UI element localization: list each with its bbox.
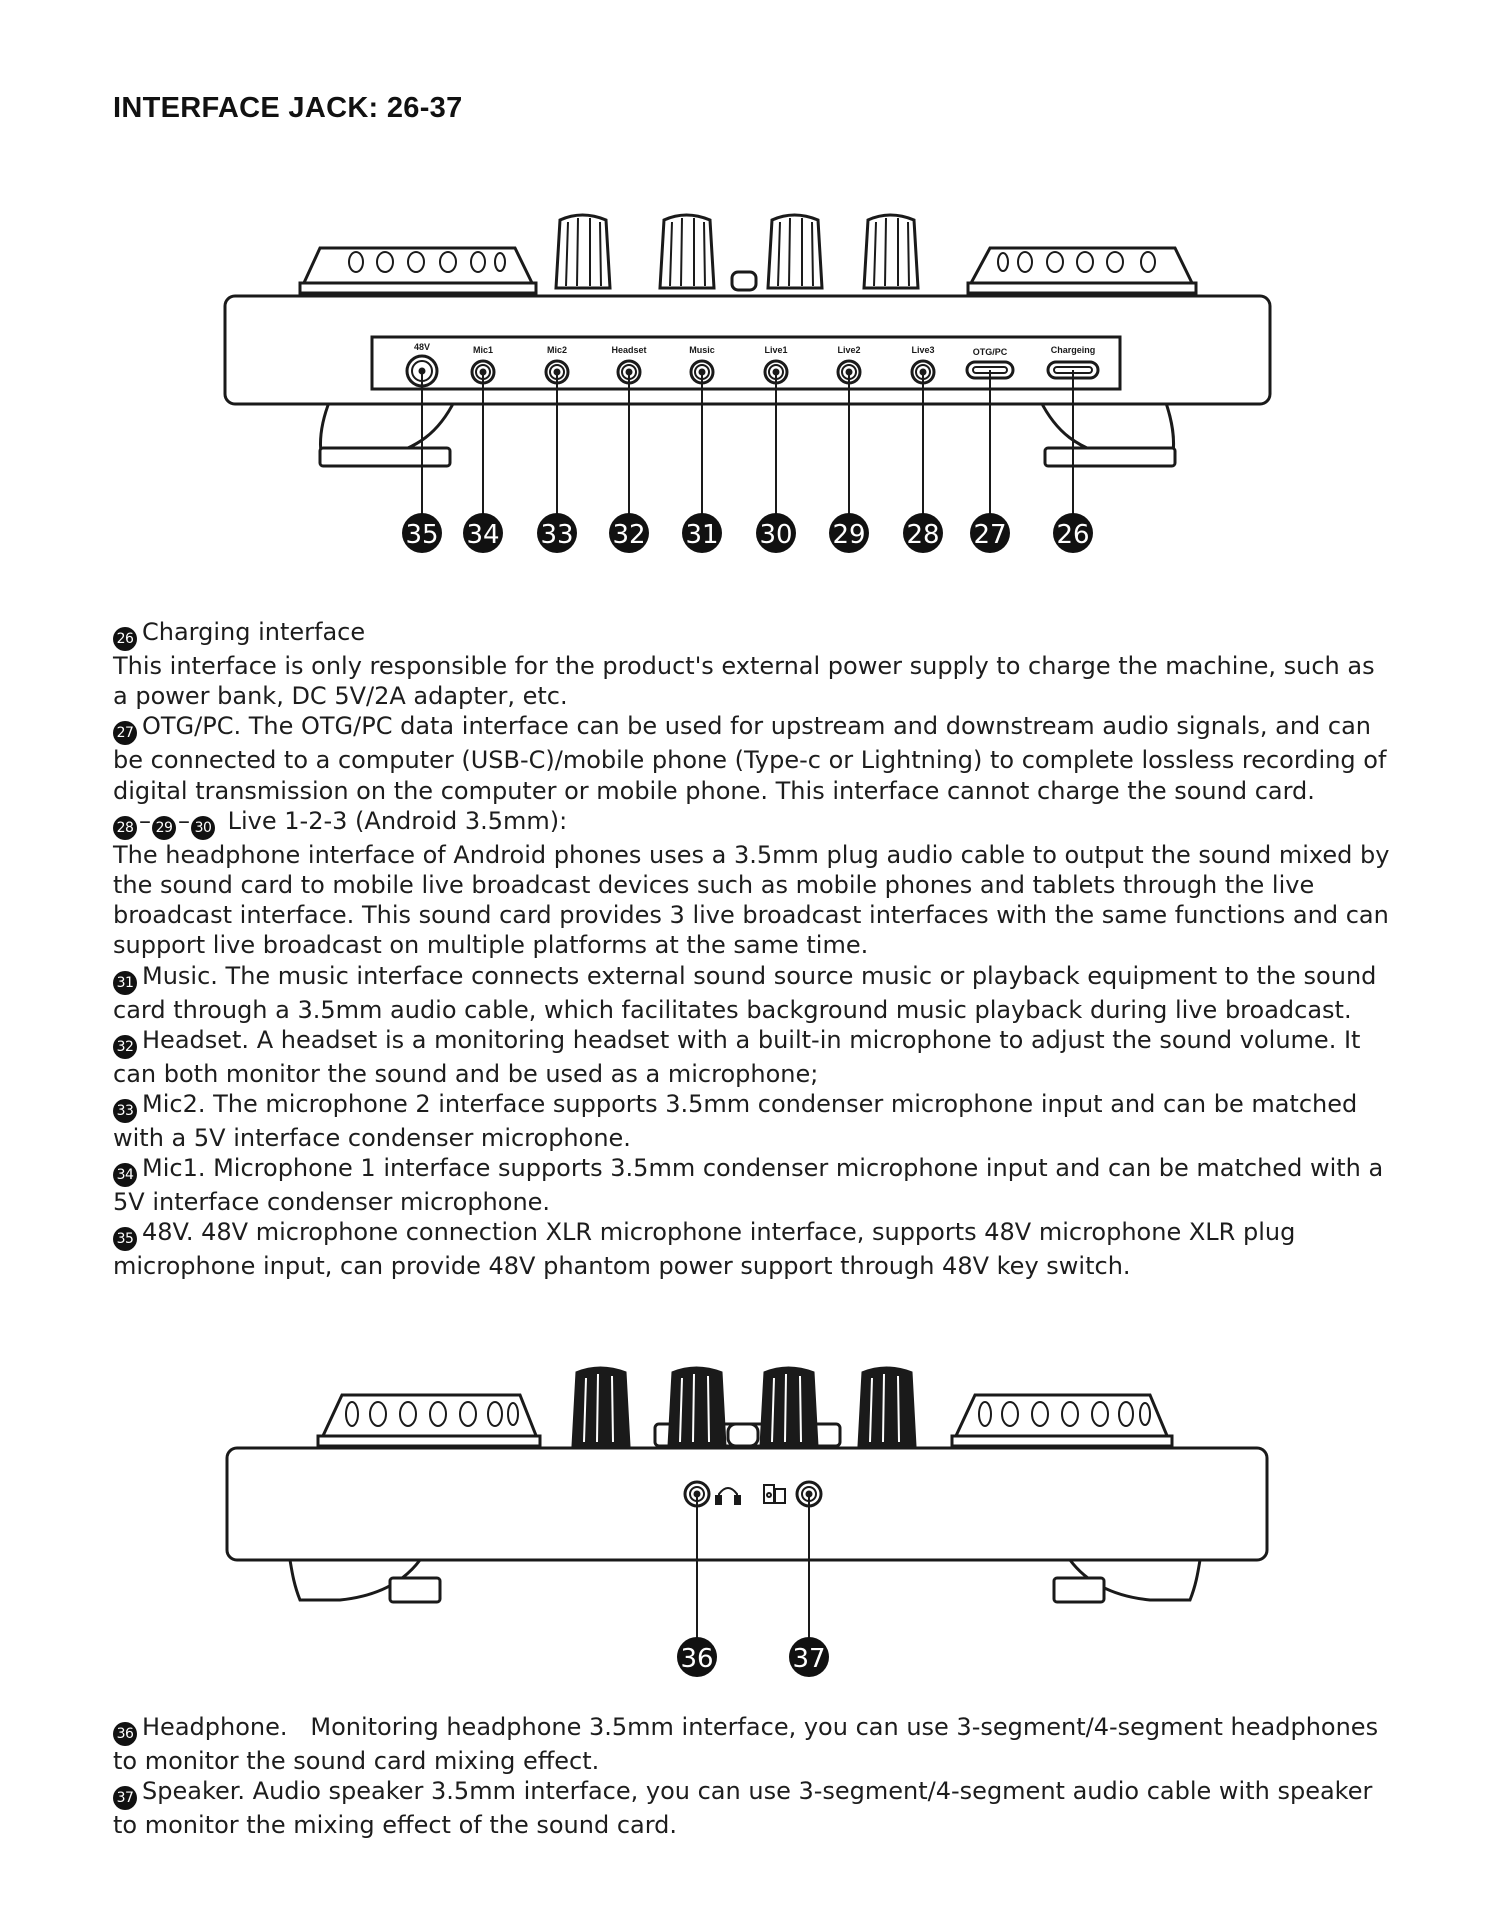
svg-text:28: 28 <box>906 520 940 550</box>
desc-35: 35 48V. 48V microphone connection XLR microphone interface, supports 48V microphone XLR plug microphone input, can provide 48V phantom power support through 48V key switch. <box>113 1218 1296 1281</box>
jack-label-chargeing: Chargeing <box>1050 345 1096 355</box>
desc-32: 32 Headset. A headset is a monitoring headset with a built-in microphone to adjust the sound volume. It can both monitor the sound and be used as a microphone; <box>113 1025 1361 1088</box>
desc-27: 27 OTG/PC. The OTG/PC data interface can be used for upstream and downstream audio signals, and can be connected to a computer (USB-C)/mobile phone (Type-c or Lightning) to complete lossless recording of digital transmission on the computer or mobile phone. This interface cannot charge the sound card. <box>113 712 1387 805</box>
desc-33: 33 Mic2. The microphone 2 interface supports 3.5mm condenser microphone input and can be matched with a 5V interface condenser microphone. <box>113 1090 1358 1153</box>
svg-text:36: 36 <box>680 1644 714 1674</box>
num-badge-36: 36 <box>113 1722 137 1746</box>
svg-text:31: 31 <box>685 520 719 550</box>
desc-36: 36 Headphone. Monitoring headphone 3.5mm interface, you can use 3-segment/4-segment headphones to monitor the sound card mixing effect. <box>113 1713 1386 1775</box>
callout-26 <box>1053 513 1093 553</box>
svg-text:27: 27 <box>973 520 1007 550</box>
jack-descriptions-26-35 <box>113 617 1393 1282</box>
svg-text:37: 37 <box>792 1644 826 1674</box>
desc-26-body: This interface is only responsible for the product's external power supply to charge the machine, such as a power bank, DC 5V/2A adapter, etc. <box>113 652 1375 711</box>
svg-text:26: 26 <box>1056 520 1090 550</box>
desc-37: 37 Speaker. Audio speaker 3.5mm interface, you can use 3-segment/4-segment audio cable with speaker to monitor the mixing effect of the sound card. <box>113 1777 1373 1840</box>
desc-26-title: 26 Charging interface <box>113 617 1393 651</box>
callout-37 <box>789 1637 829 1677</box>
jack-label-headset: Headset <box>611 345 647 355</box>
jack-descriptions-36-37 <box>113 1712 1393 1840</box>
callout-30 <box>756 513 796 553</box>
num-badge-32: 32 <box>113 1035 137 1059</box>
callout-33 <box>537 513 577 553</box>
desc-31: 31 Music. The music interface connects external sound source music or playback equipment to the sound card through a 3.5mm audio cable, which facilitates background music playback during live broadcast. <box>113 961 1377 1024</box>
callout-35 <box>402 513 442 553</box>
jack-label-48v: 48V <box>413 342 431 352</box>
num-badge-30: 30 <box>191 816 215 840</box>
jack-label-live3: Live3 <box>911 345 935 355</box>
num-badge-35: 35 <box>113 1227 137 1251</box>
jack-label-otg-pc: OTG/PC <box>972 347 1008 357</box>
jack-label-mic2: Mic2 <box>546 345 568 355</box>
svg-text:35: 35 <box>405 520 439 550</box>
svg-text:33: 33 <box>540 520 574 550</box>
callout-31 <box>682 513 722 553</box>
page-title: INTERFACE JACK: 26-37 <box>113 92 463 124</box>
num-badge-29: 29 <box>152 816 176 840</box>
callouts <box>402 513 1093 553</box>
num-badge-34: 34 <box>113 1163 137 1187</box>
callout-36 <box>677 1637 717 1677</box>
jack-label-music: Music <box>689 345 715 355</box>
desc-28-30-title: 28 – 29 – 30 Live 1-2-3 (Android 3.5mm): <box>113 806 1393 840</box>
jack-label-live2: Live2 <box>837 345 861 355</box>
num-badge-37: 37 <box>113 1786 137 1810</box>
callout-27 <box>970 513 1010 553</box>
callout-34 <box>463 513 503 553</box>
svg-text:30: 30 <box>759 520 793 550</box>
jack-label-live1: Live1 <box>764 345 788 355</box>
device-front-panel-diagram <box>0 1350 1494 1690</box>
num-badge-27: 27 <box>113 721 137 745</box>
svg-text:32: 32 <box>612 520 646 550</box>
callout-32 <box>609 513 649 553</box>
num-badge-31: 31 <box>113 971 137 995</box>
svg-text:29: 29 <box>832 520 866 550</box>
desc-34: 34 Mic1. Microphone 1 interface supports 3.5mm condenser microphone input and can be matched with a 5V interface condenser microphone. <box>113 1154 1384 1217</box>
callout-29 <box>829 513 869 553</box>
desc-28-30-body: The headphone interface of Android phones uses a 3.5mm plug audio cable to output the sound mixed by the sound card to mobile live broadcast devices such as mobile phones and tablets through the live broadcast interface. This sound card provides 3 live broadcast interfaces with the same functions and can support live broadcast on multiple platforms at the same time. <box>113 840 1390 960</box>
num-badge-33: 33 <box>113 1099 137 1123</box>
num-badge-28: 28 <box>113 816 137 840</box>
num-badge-26: 26 <box>113 627 137 651</box>
callout-28 <box>903 513 943 553</box>
device-back-panel-diagram <box>0 200 1494 560</box>
jack-label-mic1: Mic1 <box>472 345 494 355</box>
svg-text:34: 34 <box>466 520 500 550</box>
